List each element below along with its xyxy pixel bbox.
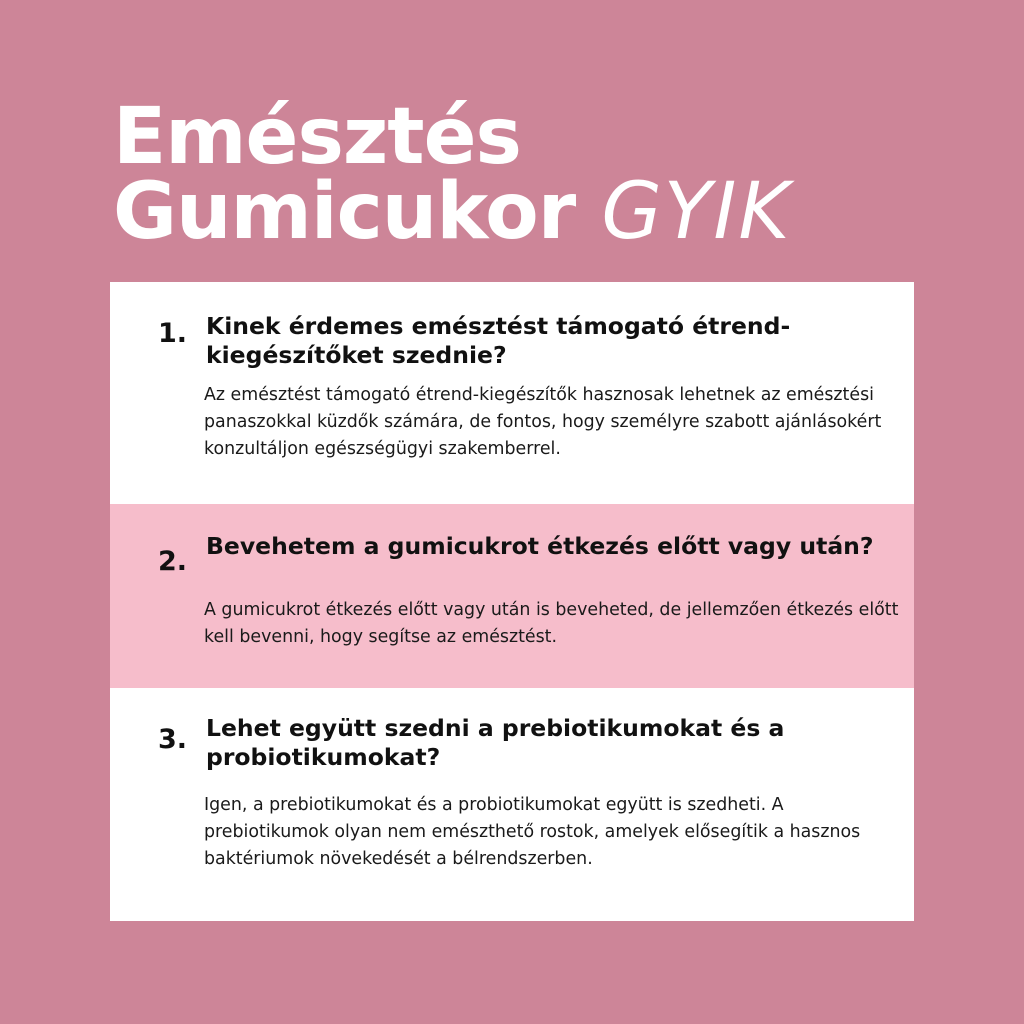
title-line-1: Emésztés (113, 92, 521, 182)
faq-number: 3. (158, 724, 188, 755)
faq-number: 2. (158, 546, 188, 577)
faq-item-3 (110, 688, 914, 921)
faq-item-2 (110, 504, 914, 688)
faq-answer: A gumicukrot étkezés előtt vagy után is beveheted, de jellemzően étkezés előtt kell bevenni, hogy segítse az emésztést. (204, 600, 899, 647)
title-line-2 (113, 167, 993, 257)
faq-list (110, 282, 914, 921)
faq-answer: Az emésztést támogató étrend-kiegészítők hasznosak lehetnek az emésztési panaszokkal küzdők számára, de fontos, hogy személyre szabott ajánlásokért konzultáljon egészségügyi szakemberrel. (204, 385, 882, 459)
faq-question: Kinek érdemes emésztést támogató étrend-kiegészítőket szednie? (206, 312, 791, 369)
title-accent-word: GYIK (601, 167, 792, 257)
faq-item-1 (110, 282, 914, 504)
faq-number: 1. (158, 318, 188, 349)
faq-question: Lehet együtt szedni a prebiotikumokat és a probiotikumokat? (206, 714, 785, 771)
faq-question: Bevehetem a gumicukrot étkezés előtt vagy után? (206, 532, 874, 560)
page-title (113, 92, 993, 257)
faq-answer: Igen, a prebiotikumokat és a probiotikumokat együtt is szedheti. A prebiotikumok olyan nem emészthető rostok, amelyek elősegítik a hasznos baktériumok növekedését a bélrendszerben. (204, 795, 861, 869)
title-main-word: Gumicukor (113, 167, 576, 257)
